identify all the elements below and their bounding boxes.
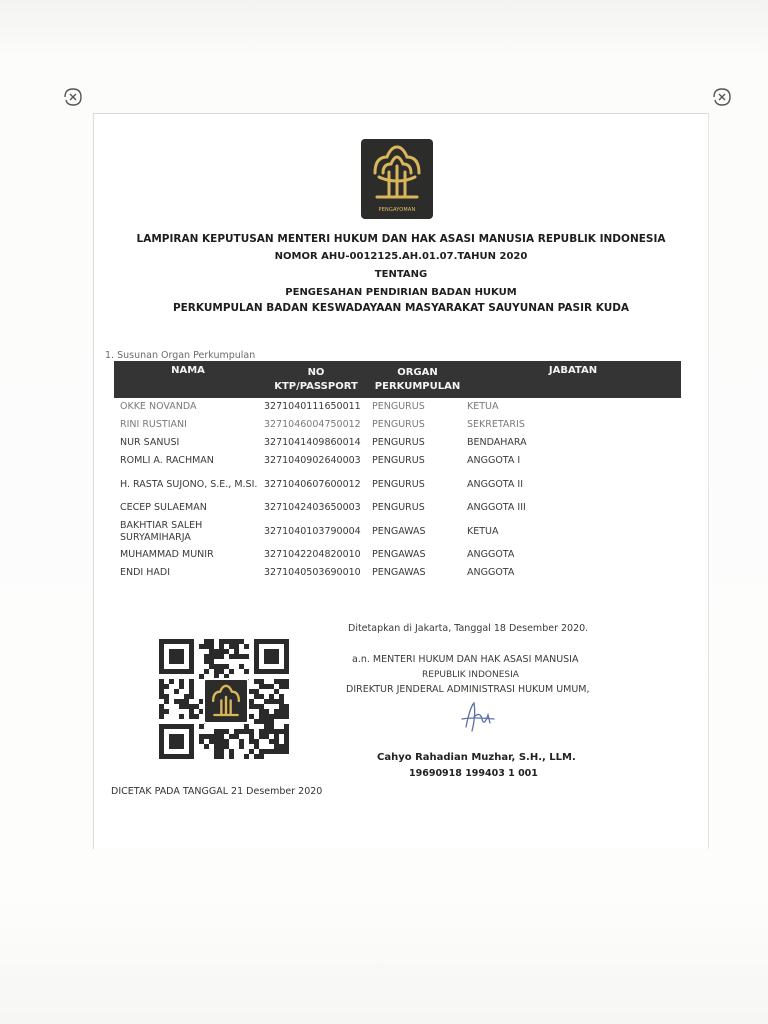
- cell-ktp: 3271046004750012: [264, 419, 361, 430]
- cell-jabatan: ANGGOTA III: [467, 502, 526, 513]
- cell-jabatan: ANGGOTA: [467, 567, 515, 578]
- cell-ktp: 3271040503690010: [264, 567, 361, 578]
- cell-ktp: 3271041409860014: [264, 437, 361, 448]
- corner-ornament-icon: [711, 86, 733, 108]
- qr-finder-pattern: [257, 642, 287, 672]
- cell-organ: PENGURUS: [372, 502, 425, 513]
- column-header-label: PERKUMPULAN: [374, 380, 461, 392]
- table-header-row: [114, 361, 681, 398]
- cell-nama: NUR SANUSI: [120, 437, 180, 448]
- table-row: [114, 398, 681, 416]
- cell-nama: ENDI HADI: [120, 567, 171, 578]
- decree-number: NOMOR AHU-0012125.AH.01.07.TAHUN 2020: [274, 251, 528, 262]
- header-subject: PENGESAHAN PENDIRIAN BADAN HUKUM: [285, 287, 517, 298]
- cell-jabatan: ANGGOTA I: [467, 455, 521, 466]
- table-row: [114, 564, 681, 582]
- cell-ktp: 3271040607600012: [264, 478, 361, 490]
- table-row: [114, 470, 681, 499]
- cell-jabatan: ANGGOTA: [467, 549, 515, 560]
- header-line-tentang: TENTANG: [374, 269, 428, 280]
- column-header-jabatan: [465, 361, 681, 398]
- column-header-label: NAMA: [171, 365, 205, 376]
- corner-ornament-icon: [62, 86, 84, 108]
- signatory-name: Cahyo Rahadian Muzhar, S.H., LLM.: [377, 752, 576, 763]
- cell-nama: ROMLI A. RACHMAN: [120, 455, 214, 466]
- cell-nama: H. RASTA SUJONO, S.E., M.SI.: [120, 478, 258, 490]
- table-row: [114, 517, 681, 546]
- column-header-label: ORGAN: [397, 366, 438, 378]
- qr-finder-pattern: [162, 727, 192, 757]
- cell-organ: PENGURUS: [372, 437, 425, 448]
- cell-organ: PENGURUS: [372, 401, 425, 412]
- cell-nama: MUHAMMAD MUNIR: [120, 549, 214, 560]
- decree-attachment-document: [93, 113, 709, 849]
- cell-jabatan: ANGGOTA II: [467, 478, 523, 490]
- logo-caption: PENGAYOMAN: [378, 207, 416, 213]
- cell-ktp: 3271040103790004: [264, 525, 361, 537]
- handwritten-signature-icon: [454, 697, 504, 737]
- cell-ktp: 3271042403650003: [264, 502, 361, 513]
- cell-nama: OKKE NOVANDA: [120, 401, 197, 412]
- cell-jabatan: BENDAHARA: [467, 437, 527, 448]
- cell-ktp: 3271042204820010: [264, 549, 361, 560]
- verification-qr-code: [159, 639, 289, 759]
- printed-date-note: DICETAK PADA TANGGAL 21 Desember 2020: [111, 786, 323, 797]
- signatory-country: REPUBLIK INDONESIA: [422, 670, 519, 680]
- pengayoman-emblem-icon: [361, 139, 433, 207]
- cell-nama: BAKHTIAR SALEH SURYAMIHARJA: [120, 519, 203, 543]
- qr-finder-pattern: [162, 642, 192, 672]
- organization-name: PERKUMPULAN BADAN KESWADAYAAN MASYARAKAT SAUYUNAN PASIR KUDA: [172, 302, 630, 314]
- cell-ktp: 3271040902640003: [264, 455, 361, 466]
- cell-jabatan: KETUA: [467, 525, 499, 537]
- cell-organ: PENGURUS: [372, 419, 425, 430]
- decree-date: Ditetapkan di Jakarta, Tanggal 18 Desember 2020.: [348, 623, 589, 634]
- column-header-label: KTP/PASSPORT: [274, 380, 358, 392]
- column-header-organ: [370, 361, 465, 398]
- organ-members-table: [114, 361, 681, 582]
- section-title: 1. Susunan Organ Perkumpulan: [105, 350, 256, 361]
- signatory-nip: 19690918 199403 1 001: [409, 768, 538, 779]
- column-header-nama: [114, 361, 262, 398]
- table-row: [114, 546, 681, 564]
- cell-jabatan: SEKRETARIS: [467, 419, 525, 430]
- cell-nama: RINI RUSTIANI: [120, 419, 187, 430]
- column-header-label: NO: [307, 366, 325, 378]
- table-row: [114, 434, 681, 452]
- cell-organ: PENGURUS: [372, 478, 425, 490]
- column-header-ktp: [262, 361, 370, 398]
- cell-organ: PENGAWAS: [372, 567, 426, 578]
- cell-jabatan: KETUA: [467, 401, 499, 412]
- cell-organ: PENGURUS: [372, 455, 425, 466]
- column-header-label: JABATAN: [548, 365, 598, 376]
- cell-organ: PENGAWAS: [372, 525, 426, 537]
- qr-center-logo: [203, 678, 249, 724]
- signatory-position: DIREKTUR JENDERAL ADMINISTRASI HUKUM UMUM,: [346, 684, 590, 695]
- signatory-on-behalf: a.n. MENTERI HUKUM DAN HAK ASASI MANUSIA: [352, 654, 579, 665]
- table-row: [114, 499, 681, 517]
- table-row: [114, 416, 681, 434]
- pengayoman-logo: [361, 139, 433, 219]
- cell-organ: PENGAWAS: [372, 549, 426, 560]
- header-line-1: LAMPIRAN KEPUTUSAN MENTERI HUKUM DAN HAK ASASI MANUSIA REPUBLIK INDONESIA: [136, 233, 666, 245]
- cell-nama: CECEP SULAEMAN: [120, 502, 207, 513]
- table-row: [114, 452, 681, 470]
- pengayoman-emblem-icon: [205, 680, 247, 722]
- cell-ktp: 3271040111650011: [264, 401, 361, 412]
